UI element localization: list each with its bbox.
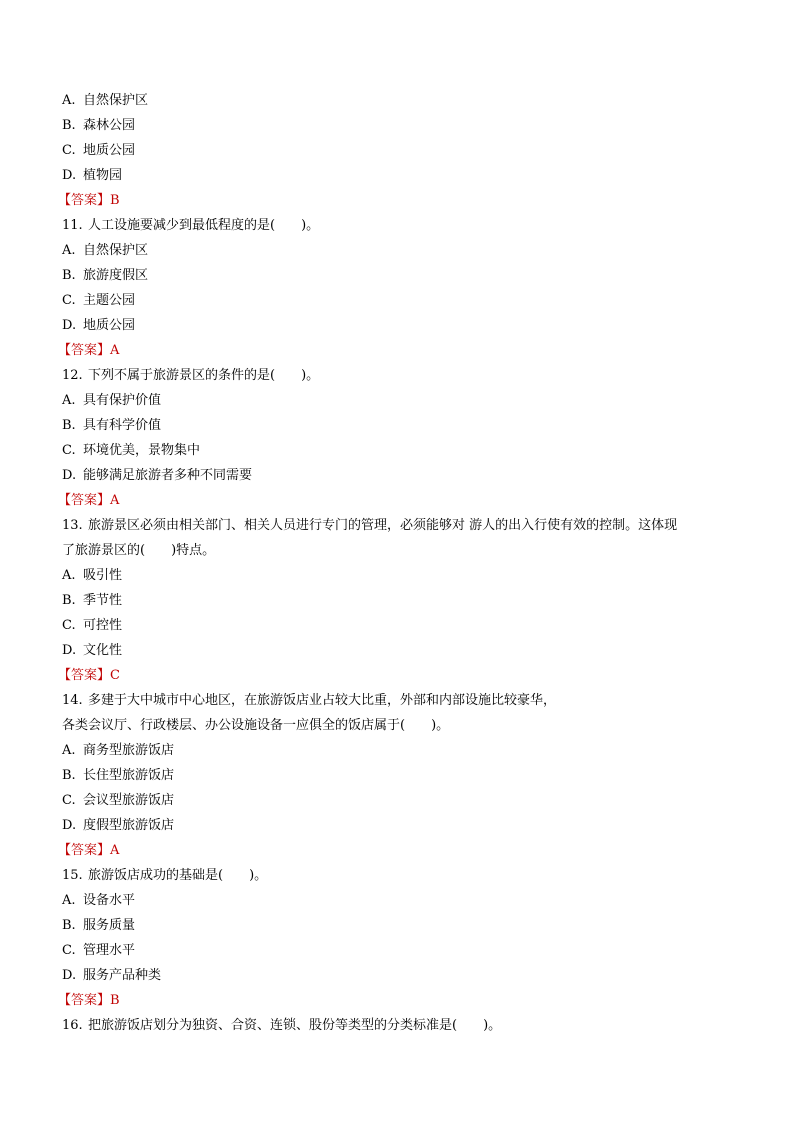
- question-text: 旅游饭店成功的基础是( )。: [88, 868, 268, 883]
- option-text: 可控性: [83, 618, 123, 633]
- option-letter: D.: [62, 468, 77, 483]
- option-a: [62, 563, 734, 588]
- option-text: 具有保护价值: [83, 393, 162, 408]
- answer-tag: 【答案】: [58, 493, 111, 508]
- option-text: 自然保护区: [83, 93, 149, 108]
- option-letter: C.: [62, 618, 76, 633]
- option-d: [62, 463, 734, 488]
- option-a: [62, 388, 734, 413]
- option-letter: C.: [62, 943, 76, 958]
- option-letter: C.: [62, 793, 76, 808]
- question-text: 旅游景区必须由相关部门、相关人员进行专门的管理，必须能够对 游人的出入行使有效的控制。这体现: [88, 518, 678, 533]
- question-list: [58, 88, 734, 1038]
- answer-line: [58, 663, 734, 688]
- option-text: 服务质量: [83, 918, 136, 933]
- option-text: 会议型旅游饭店: [83, 793, 175, 808]
- option-c: [62, 788, 734, 813]
- option-letter: B.: [62, 593, 76, 608]
- option-letter: A.: [62, 93, 76, 108]
- option-b: [62, 113, 734, 138]
- question-text: 多建于大中城市中心地区，在旅游饭店业占较大比重，外部和内部设施比较豪华，: [88, 693, 557, 708]
- option-text: 旅游度假区: [83, 268, 149, 283]
- option-letter: D.: [62, 318, 77, 333]
- option-text: 自然保护区: [83, 243, 149, 258]
- option-text: 管理水平: [83, 943, 136, 958]
- option-text: 服务产品种类: [83, 968, 162, 983]
- option-text: 长住型旅游饭店: [83, 768, 175, 783]
- option-text: 设备水平: [83, 893, 136, 908]
- answer-value: C: [110, 668, 120, 683]
- option-d: [62, 638, 734, 663]
- option-b: [62, 588, 734, 613]
- option-text: 商务型旅游饭店: [83, 743, 175, 758]
- option-letter: A.: [62, 568, 76, 583]
- answer-tag: 【答案】: [58, 193, 111, 208]
- option-text: 植物园: [83, 168, 123, 183]
- question-text-continued: [62, 538, 734, 563]
- question-number: 15.: [62, 868, 83, 883]
- option-a: [62, 238, 734, 263]
- option-text: 吸引性: [83, 568, 123, 583]
- option-d: [62, 813, 734, 838]
- answer-value: A: [110, 843, 120, 858]
- question-16: [62, 1013, 734, 1038]
- question-text: 各类会议厅、行政楼层、办公设施设备一应俱全的饭店属于( )。: [62, 718, 450, 733]
- option-letter: B.: [62, 768, 76, 783]
- question-number: 16.: [62, 1018, 83, 1033]
- option-letter: A.: [62, 893, 76, 908]
- option-letter: A.: [62, 243, 76, 258]
- option-text: 森林公园: [83, 118, 136, 133]
- option-letter: B.: [62, 268, 76, 283]
- question-text-continued: [62, 713, 734, 738]
- option-letter: D.: [62, 968, 77, 983]
- option-letter: B.: [62, 118, 76, 133]
- option-text: 主题公园: [83, 293, 136, 308]
- option-text: 季节性: [83, 593, 123, 608]
- option-letter: D.: [62, 818, 77, 833]
- option-a: [62, 738, 734, 763]
- answer-value: B: [110, 193, 120, 208]
- option-d: [62, 313, 734, 338]
- option-letter: D.: [62, 643, 77, 658]
- question-text: 人工设施要减少到最低程度的是( )。: [88, 218, 320, 233]
- question-11: [62, 213, 734, 238]
- option-c: [62, 138, 734, 163]
- answer-value: A: [110, 343, 120, 358]
- option-b: [62, 413, 734, 438]
- answer-line: [58, 838, 734, 863]
- answer-tag: 【答案】: [58, 843, 111, 858]
- option-c: [62, 938, 734, 963]
- option-text: 地质公园: [83, 318, 136, 333]
- answer-value: B: [110, 993, 120, 1008]
- option-letter: C.: [62, 293, 76, 308]
- answer-tag: 【答案】: [58, 993, 111, 1008]
- option-b: [62, 913, 734, 938]
- option-letter: C.: [62, 143, 76, 158]
- option-c: [62, 438, 734, 463]
- question-text: 下列不属于旅游景区的条件的是( )。: [88, 368, 320, 383]
- option-text: 度假型旅游饭店: [83, 818, 175, 833]
- option-letter: B.: [62, 918, 76, 933]
- question-text: 把旅游饭店划分为独资、合资、连锁、股份等类型的分类标准是( )。: [88, 1018, 502, 1033]
- question-14: [62, 688, 734, 713]
- question-13: [62, 513, 734, 538]
- option-c: [62, 288, 734, 313]
- question-text: 了旅游景区的( )特点。: [62, 543, 216, 558]
- option-text: 文化性: [83, 643, 123, 658]
- option-letter: C.: [62, 443, 76, 458]
- option-c: [62, 613, 734, 638]
- answer-value: A: [110, 493, 120, 508]
- question-15: [62, 863, 734, 888]
- question-number: 14.: [62, 693, 83, 708]
- option-text: 环境优美，景物集中: [83, 443, 201, 458]
- option-letter: A.: [62, 393, 76, 408]
- option-text: 地质公园: [83, 143, 136, 158]
- option-text: 能够满足旅游者多种不同需要: [83, 468, 253, 483]
- option-letter: B.: [62, 418, 76, 433]
- option-d: [62, 163, 734, 188]
- question-number: 13.: [62, 518, 83, 533]
- option-b: [62, 263, 734, 288]
- answer-line: [58, 338, 734, 363]
- option-b: [62, 763, 734, 788]
- option-d: [62, 963, 734, 988]
- answer-line: [58, 188, 734, 213]
- answer-tag: 【答案】: [58, 668, 111, 683]
- option-a: [62, 88, 734, 113]
- question-number: 12.: [62, 368, 83, 383]
- option-text: 具有科学价值: [83, 418, 162, 433]
- answer-line: [58, 488, 734, 513]
- question-12: [62, 363, 734, 388]
- answer-line: [58, 988, 734, 1013]
- option-a: [62, 888, 734, 913]
- option-letter: D.: [62, 168, 77, 183]
- answer-tag: 【答案】: [58, 343, 111, 358]
- question-number: 11.: [62, 218, 83, 233]
- option-letter: A.: [62, 743, 76, 758]
